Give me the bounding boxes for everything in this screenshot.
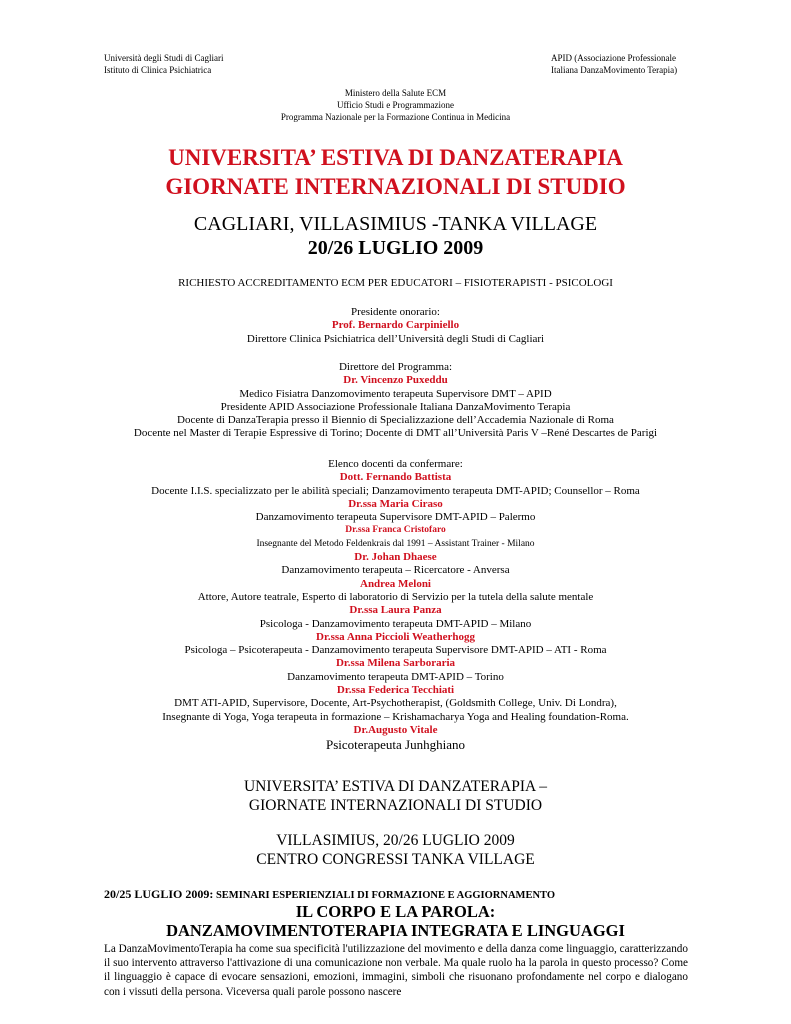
teacher-role: Insegnante del Metodo Feldenkrais dal 1991 – Assistant Trainer - Milano: [256, 538, 535, 549]
second-title-line: GIORNATE INTERNAZIONALI DI STUDIO: [248, 797, 543, 814]
main-title-line1: UNIVERSITA’ ESTIVA DI DANZATERAPIA: [168, 145, 623, 170]
teacher-name: Dott. Fernando Battista: [339, 471, 452, 484]
teacher-name: Dr. Johan Dhaese: [354, 551, 437, 564]
director-role: Medico Fisiatra Danzomovimento terapeuta Supervisore DMT – APID: [239, 387, 552, 400]
second-title-line: UNIVERSITA’ ESTIVA DI DANZATERAPIA –: [243, 778, 547, 795]
seminar-subhead: SEMINARI ESPERIENZIALI DI FORMAZIONE E AGGIORNAMENTO: [213, 890, 556, 901]
teacher-role: Danzamovimento terapeuta DMT-APID – Torino: [287, 670, 504, 683]
teacher-name: Dr.ssa Milena Sarboraria: [335, 657, 456, 670]
venue-title: [0, 831, 791, 869]
teacher-role: Psicologa – Psicoterapeuta - Danzamovimento terapeuta Supervisore DMT-APID – ATI - Roma: [184, 644, 607, 657]
teacher-role: Psicologa - Danzamovimento terapeuta DMT-APID – Milano: [259, 617, 532, 630]
main-title-line2: GIORNATE INTERNAZIONALI DI STUDIO: [165, 174, 626, 199]
president-role: Direttore Clinica Psichiatrica dell’Università degli Studi di Cagliari: [246, 332, 545, 345]
teacher-role: Danzamovimento terapeuta – Ricercatore - Anversa: [281, 564, 510, 577]
director-role: Docente nel Master di Terapie Espressive di Torino; Docente di DMT all’Università Paris V –René Descartes de Parigi: [133, 427, 658, 440]
teacher-name: Dr.Augusto Vitale: [353, 723, 438, 736]
venue-line: VILLASIMIUS, 20/26 LUGLIO 2009: [276, 832, 515, 849]
seminar-date: 20/25 LUGLIO 2009:: [104, 887, 214, 901]
director-name: Dr. Vincenzo Puxeddu: [343, 374, 448, 387]
teacher-role: Docente I.I.S. specializzato per le abilità speciali; Danzamovimento terapeuta DMT-APID; Counsellor – Roma: [151, 484, 640, 497]
teacher-role: Insegnante di Yoga, Yoga terapeuta in formazione – Krishamacharya Yoga and Healing foundation-Roma.: [162, 710, 629, 723]
header-left: [104, 52, 223, 76]
director-block: [0, 361, 791, 441]
ministry-line: Programma Nazionale per la Formazione Continua in Medicina: [280, 112, 511, 122]
teacher-role: DMT ATI-APID, Supervisore, Docente, Art-Psychotherapist, (Goldsmith College, Univ. Di Londra),: [174, 697, 617, 710]
ministry-line: Ministero della Salute ECM: [344, 88, 447, 98]
header-left-line: Università degli Studi di Cagliari: [104, 53, 224, 63]
director-label: Direttore del Programma:: [338, 361, 453, 373]
event-date: 20/26 LUGLIO 2009: [307, 237, 484, 259]
president-block: [0, 306, 791, 346]
seminar-title-line1: IL CORPO E LA PAROLA:: [295, 902, 496, 921]
teacher-name: Dr.ssa Laura Panza: [349, 604, 442, 617]
teacher-role: Psicoterapeuta Junhghiano: [326, 737, 465, 753]
teachers-label: Elenco docenti da confermare:: [328, 458, 463, 470]
teacher-name: Dr.ssa Federica Tecchiati: [336, 684, 455, 697]
teacher-name: Andrea Meloni: [360, 577, 431, 590]
second-title: [0, 777, 791, 815]
event-place: CAGLIARI, VILLASIMIUS -TANKA VILLAGE: [193, 213, 598, 235]
teacher-role: Attore, Autore teatrale, Esperto di laboratorio di Servizio per la tutela della salute mentale: [197, 590, 594, 603]
accreditation-note: RICHIESTO ACCREDITAMENTO ECM PER EDUCATORI – FISIOTERAPISTI - PSICOLOGI: [178, 277, 613, 289]
header-right-line: Italiana DanzaMovimento Terapia): [551, 65, 678, 75]
president-name: Prof. Bernardo Carpiniello: [331, 319, 460, 332]
seminar-title: [0, 902, 791, 940]
main-title: [0, 143, 791, 201]
teacher-role: Danzamovimento terapeuta Supervisore DMT-APID – Palermo: [255, 511, 536, 524]
header-left-line: Istituto di Clinica Psichiatrica: [104, 65, 212, 75]
header-right-line: APID (Associazione Professionale: [551, 53, 676, 63]
ministry-line: Ufficio Studi e Programmazione: [336, 100, 455, 110]
seminar-title-line2: DANZAMOVIMENTOTERAPIA INTEGRATA E LINGUAGGI: [166, 921, 625, 940]
header-right: [551, 52, 677, 76]
president-label: Presidente onorario:: [351, 306, 440, 318]
teacher-name: Dr.ssa Maria Ciraso: [348, 497, 443, 510]
ministry-block: [0, 87, 791, 123]
teacher-name: Dr.ssa Anna Piccioli Weatherhogg: [316, 630, 475, 643]
venue-line: CENTRO CONGRESSI TANKA VILLAGE: [256, 851, 535, 868]
director-role: Docente di DanzaTerapia presso il Biennio di Specializzazione dell’Accademia Nazionale di Roma: [177, 414, 614, 427]
seminar-paragraph: La DanzaMovimentoTerapia ha come sua specificità l'utilizzazione del movimento e della danza come linguaggio, caratterizzando il suo intervento attraverso l'attivazione di una comunicazione non verbale. Ma quale ruolo ha la parola in questo processo? Come il linguaggio è capace di evocare sensazioni, emozioni, immagini, simboli che risuonano profondamente nel corpo e dialogano con i vissuti della persona. Viceversa quali parole possono nascere: [104, 943, 688, 998]
seminar-heading: [104, 887, 555, 903]
teacher-name: Dr.ssa Franca Cristofaro: [345, 525, 446, 536]
teachers-block: [0, 458, 791, 753]
director-role: Presidente APID Associazione Professionale Italiana DanzaMovimento Terapia: [220, 400, 571, 413]
